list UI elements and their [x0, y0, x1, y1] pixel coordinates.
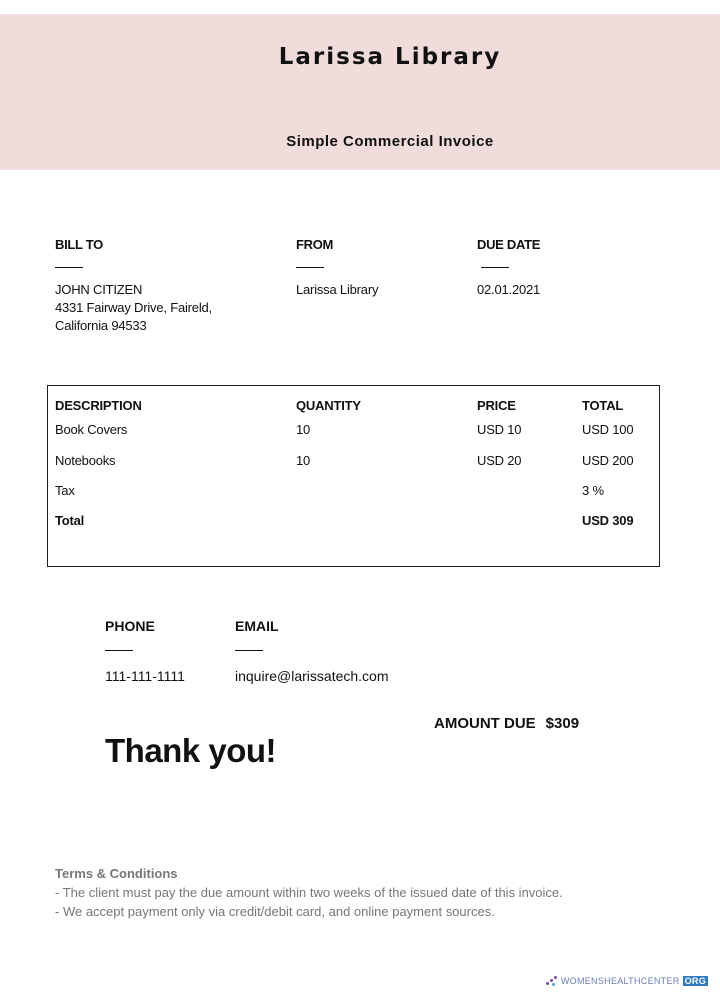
amount-due-label: AMOUNT DUE [434, 715, 536, 732]
row-description: Notebooks [55, 453, 116, 468]
dots-logo-icon [546, 976, 558, 986]
total-value: USD 309 [582, 513, 634, 528]
header-price: PRICE [477, 398, 516, 413]
items-table [47, 385, 660, 567]
email-label: EMAIL [235, 618, 279, 634]
header-total: TOTAL [582, 398, 624, 413]
watermark-text: WOMENSHEALTHCENTER [560, 976, 680, 986]
email-divider [235, 650, 263, 651]
phone-label: PHONE [105, 618, 155, 634]
amount-due-value: $309 [545, 715, 580, 732]
bill-to-label: BILL TO [55, 237, 103, 252]
header-quantity: QUANTITY [296, 398, 361, 413]
row-total: USD 100 [582, 422, 634, 437]
bill-to-name: JOHN CITIZEN [55, 282, 143, 297]
due-date-divider [481, 267, 509, 268]
row-total: USD 200 [582, 453, 634, 468]
phone-value: 111-111-1111 [105, 668, 185, 684]
bill-to-address-line1: 4331 Fairway Drive, Faireld, [55, 300, 212, 315]
watermark-suffix: ORG [684, 976, 706, 986]
email-value: inquire@larissatech.com [235, 668, 389, 684]
header-description: DESCRIPTION [55, 398, 142, 413]
terms-line: - The client must pay the due amount within two weeks of the issued date of this invoice. [55, 885, 563, 900]
bill-to-divider [55, 267, 83, 268]
terms-line: - We accept payment only via credit/debit card, and online payment sources. [55, 904, 495, 919]
company-title: Larissa Library [278, 44, 502, 70]
thank-you-message: Thank you! [105, 732, 277, 769]
due-date-value: 02.01.2021 [477, 282, 541, 297]
total-label: Total [55, 513, 85, 528]
watermark-logo [546, 976, 708, 986]
phone-divider [105, 650, 133, 651]
from-divider [296, 267, 324, 268]
row-price: USD 20 [477, 453, 522, 468]
document-subtitle: Simple Commercial Invoice [286, 133, 494, 150]
amount-due [434, 715, 579, 732]
terms-title: Terms & Conditions [55, 866, 178, 881]
from-name: Larissa Library [296, 282, 379, 297]
from-label: FROM [296, 237, 334, 252]
bill-to-address-line2: California 94533 [55, 318, 147, 333]
row-quantity: 10 [296, 453, 311, 468]
row-description: Book Covers [55, 422, 128, 437]
row-quantity: 10 [296, 422, 311, 437]
row-description: Tax [55, 483, 75, 498]
row-total: 3 % [582, 483, 604, 498]
row-price: USD 10 [477, 422, 522, 437]
due-date-label: DUE DATE [477, 237, 541, 252]
terms-and-conditions [55, 864, 563, 921]
